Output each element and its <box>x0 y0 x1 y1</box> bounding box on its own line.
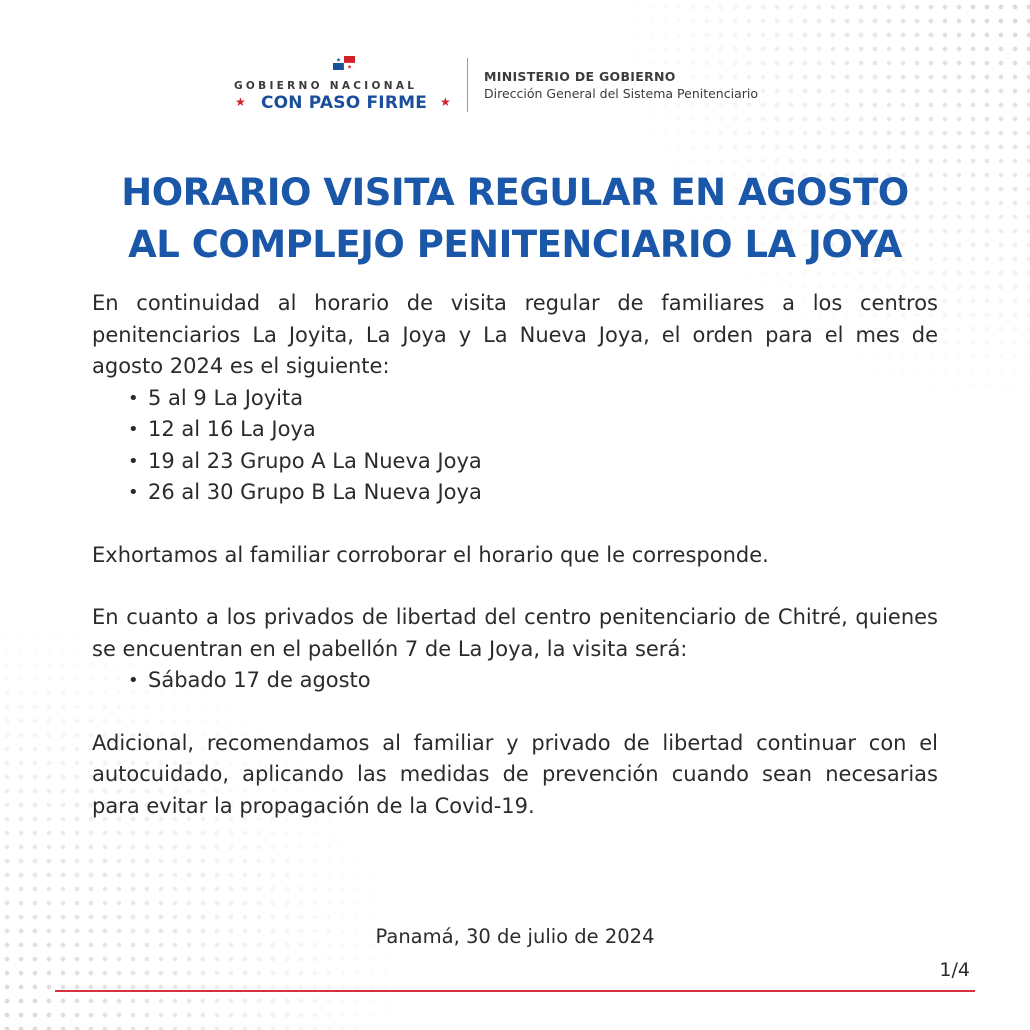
list-item-text: Sábado 17 de agosto <box>148 668 371 692</box>
star-icon: ★ <box>440 95 451 109</box>
list-item <box>92 383 938 415</box>
page-title <box>60 167 970 271</box>
closing-paragraph: Adicional, recomendamos al familiar y privado de libertad continuar con el autocuidado, aplicando las medidas de prevención cuando sean necesarias para evitar la propagación de la Covid-19. <box>92 730 938 818</box>
list-item <box>92 414 938 446</box>
list-item-text: 12 al 16 La Joya <box>148 417 316 441</box>
bullet-icon: • <box>128 387 139 409</box>
panama-flag-icon <box>333 56 355 70</box>
list-item-text: 19 al 23 Grupo A La Nueva Joya <box>148 448 482 473</box>
title-line-2: AL COMPLEJO PENITENCIARIO LA JOYA <box>128 223 902 266</box>
list-item-text: 26 al 30 Grupo B La Nueva Joya <box>148 480 482 504</box>
footer-divider <box>55 990 975 992</box>
chitre-paragraph: En cuanto a los privados de libertad del centro penitenciario de Chitré, quienes se encuentran en el pabellón 7 de La Joya, la visita será: <box>92 605 938 661</box>
list-item-text: 5 al 9 La Joyita <box>148 385 304 410</box>
bullet-icon: • <box>128 450 139 472</box>
exhort-paragraph: Exhortamos al familiar corroborar el horario que le corresponde. <box>92 542 769 567</box>
ministry-block <box>484 68 844 102</box>
spacer <box>92 509 938 540</box>
logo-main-text: CON PASO FIRME <box>260 93 428 113</box>
ministry-title: MINISTERIO DE GOBIERNO <box>484 69 676 84</box>
spacer <box>92 571 938 602</box>
bullet-icon: • <box>128 670 139 691</box>
header-divider <box>467 58 468 112</box>
logo-bottom-row <box>234 93 454 113</box>
logo-top-text: GOBIERNO NACIONAL <box>234 80 418 92</box>
star-icon: ★ <box>235 95 246 109</box>
intro-paragraph: En continuidad al horario de visita regular de familiares a los centros penitenciarios La Joyita, La Joya y La Nueva Joya, el orden para el mes de agosto 2024 es el siguiente: <box>92 291 938 378</box>
gobierno-nacional-logo <box>234 55 454 115</box>
list-item <box>92 446 938 478</box>
header <box>0 55 1030 115</box>
chitre-dates-list <box>92 665 938 697</box>
bullet-icon: • <box>128 419 139 440</box>
document-date: Panamá, 30 de julio de 2024 <box>375 925 655 948</box>
schedule-list <box>92 383 938 509</box>
bullet-icon: • <box>128 482 139 503</box>
page-number: 1/4 <box>939 959 970 981</box>
list-item <box>92 477 938 509</box>
document-body <box>92 288 938 822</box>
title-line-1: HORARIO VISITA REGULAR EN AGOSTO <box>121 171 909 214</box>
spacer <box>92 697 938 728</box>
list-item <box>92 665 938 697</box>
ministry-subtitle: Dirección General del Sistema Penitenciario <box>484 86 758 101</box>
